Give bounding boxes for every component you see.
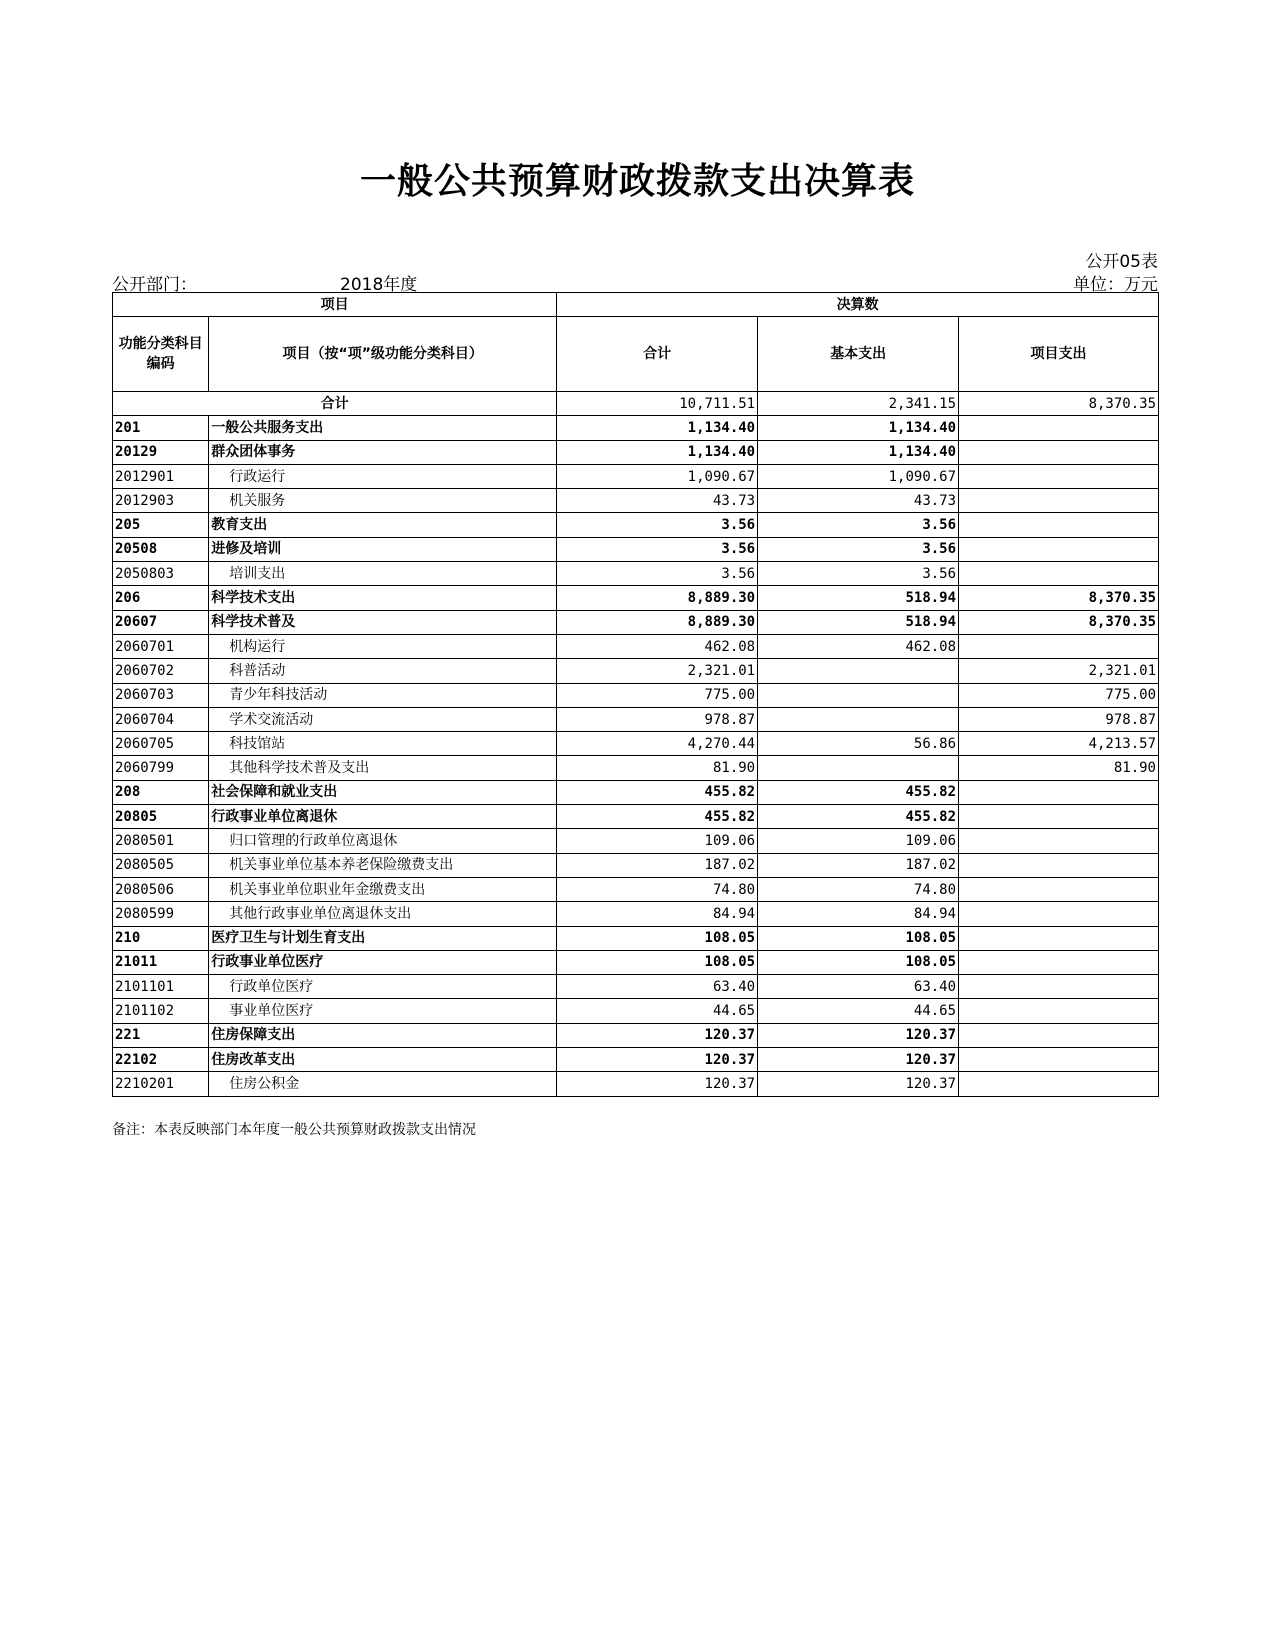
row-name: 科普活动 bbox=[209, 659, 557, 683]
row-code: 2101101 bbox=[113, 975, 209, 999]
header-name: 项目（按“项”级功能分类科目） bbox=[209, 317, 557, 392]
header-basic: 基本支出 bbox=[758, 317, 959, 392]
row-name: 进修及培训 bbox=[209, 537, 557, 561]
row-project bbox=[959, 562, 1159, 586]
table-row bbox=[113, 829, 1159, 853]
row-basic: 462.08 bbox=[758, 634, 959, 658]
row-code: 2101102 bbox=[113, 999, 209, 1023]
row-basic: 518.94 bbox=[758, 610, 959, 634]
row-name: 其他行政事业单位离退休支出 bbox=[209, 902, 557, 926]
row-total: 3.56 bbox=[557, 537, 758, 561]
row-total: 108.05 bbox=[557, 926, 758, 950]
row-name: 行政事业单位离退休 bbox=[209, 805, 557, 829]
row-basic bbox=[758, 707, 959, 731]
row-basic: 63.40 bbox=[758, 975, 959, 999]
row-name: 科技馆站 bbox=[209, 732, 557, 756]
row-code: 2060701 bbox=[113, 634, 209, 658]
table-row bbox=[113, 489, 1159, 513]
row-basic: 43.73 bbox=[758, 489, 959, 513]
row-basic: 120.37 bbox=[758, 1048, 959, 1072]
row-name: 行政事业单位医疗 bbox=[209, 950, 557, 974]
table-row bbox=[113, 683, 1159, 707]
row-code: 2012903 bbox=[113, 489, 209, 513]
row-name: 机关事业单位基本养老保险缴费支出 bbox=[209, 853, 557, 877]
header-project: 项目支出 bbox=[959, 317, 1159, 392]
row-project bbox=[959, 513, 1159, 537]
row-name: 学术交流活动 bbox=[209, 707, 557, 731]
row-code: 2080505 bbox=[113, 853, 209, 877]
table-row bbox=[113, 416, 1159, 440]
table-row bbox=[113, 805, 1159, 829]
expenditure-table bbox=[112, 292, 1159, 1097]
row-basic: 120.37 bbox=[758, 1072, 959, 1096]
header-project-group: 项目 bbox=[113, 293, 557, 317]
unit-label: 单位：万元 bbox=[1073, 275, 1158, 295]
row-name: 教育支出 bbox=[209, 513, 557, 537]
table-row bbox=[113, 464, 1159, 488]
table-note: 备注：本表反映部门本年度一般公共预算财政拨款支出情况 bbox=[112, 1122, 476, 1138]
row-total: 462.08 bbox=[557, 634, 758, 658]
table-row bbox=[113, 732, 1159, 756]
row-project: 81.90 bbox=[959, 756, 1159, 780]
row-project bbox=[959, 1023, 1159, 1047]
row-total: 120.37 bbox=[557, 1048, 758, 1072]
row-project bbox=[959, 489, 1159, 513]
row-name: 行政运行 bbox=[209, 464, 557, 488]
row-total: 3.56 bbox=[557, 562, 758, 586]
table-row bbox=[113, 1048, 1159, 1072]
row-name: 医疗卫生与计划生育支出 bbox=[209, 926, 557, 950]
row-total: 120.37 bbox=[557, 1072, 758, 1096]
row-basic: 108.05 bbox=[758, 950, 959, 974]
row-basic: 455.82 bbox=[758, 780, 959, 804]
row-project bbox=[959, 1072, 1159, 1096]
table-row bbox=[113, 586, 1159, 610]
row-project bbox=[959, 902, 1159, 926]
row-basic: 108.05 bbox=[758, 926, 959, 950]
header-result-group: 决算数 bbox=[557, 293, 1159, 317]
row-project: 8,370.35 bbox=[959, 586, 1159, 610]
row-code: 2210201 bbox=[113, 1072, 209, 1096]
row-code: 2080506 bbox=[113, 877, 209, 901]
row-name: 其他科学技术普及支出 bbox=[209, 756, 557, 780]
total-basic: 2,341.15 bbox=[758, 392, 959, 416]
row-name: 住房保障支出 bbox=[209, 1023, 557, 1047]
table-row bbox=[113, 853, 1159, 877]
row-total: 108.05 bbox=[557, 950, 758, 974]
row-code: 2060705 bbox=[113, 732, 209, 756]
row-total: 81.90 bbox=[557, 756, 758, 780]
row-code: 2080599 bbox=[113, 902, 209, 926]
row-code: 21011 bbox=[113, 950, 209, 974]
row-code: 2080501 bbox=[113, 829, 209, 853]
row-total: 4,270.44 bbox=[557, 732, 758, 756]
row-total: 1,134.40 bbox=[557, 416, 758, 440]
row-basic: 74.80 bbox=[758, 877, 959, 901]
row-basic: 1,134.40 bbox=[758, 416, 959, 440]
header-total: 合计 bbox=[557, 317, 758, 392]
row-name: 归口管理的行政单位离退休 bbox=[209, 829, 557, 853]
row-total: 74.80 bbox=[557, 877, 758, 901]
row-basic: 3.56 bbox=[758, 513, 959, 537]
row-code: 20129 bbox=[113, 440, 209, 464]
total-label: 合计 bbox=[113, 392, 557, 416]
row-total: 84.94 bbox=[557, 902, 758, 926]
row-project: 8,370.35 bbox=[959, 610, 1159, 634]
table-row bbox=[113, 513, 1159, 537]
form-number: 公开05表 bbox=[1085, 252, 1158, 272]
row-code: 2060704 bbox=[113, 707, 209, 731]
table-row bbox=[113, 440, 1159, 464]
row-name: 行政单位医疗 bbox=[209, 975, 557, 999]
row-code: 20508 bbox=[113, 537, 209, 561]
row-basic bbox=[758, 756, 959, 780]
row-project: 2,321.01 bbox=[959, 659, 1159, 683]
row-basic: 455.82 bbox=[758, 805, 959, 829]
row-basic: 84.94 bbox=[758, 902, 959, 926]
row-total: 455.82 bbox=[557, 805, 758, 829]
row-total: 3.56 bbox=[557, 513, 758, 537]
total-project: 8,370.35 bbox=[959, 392, 1159, 416]
row-total: 775.00 bbox=[557, 683, 758, 707]
row-project bbox=[959, 1048, 1159, 1072]
table-row bbox=[113, 950, 1159, 974]
row-code: 208 bbox=[113, 780, 209, 804]
row-basic: 56.86 bbox=[758, 732, 959, 756]
table-row bbox=[113, 1072, 1159, 1096]
table-row bbox=[113, 1023, 1159, 1047]
row-project: 775.00 bbox=[959, 683, 1159, 707]
row-code: 22102 bbox=[113, 1048, 209, 1072]
row-basic bbox=[758, 659, 959, 683]
table-row bbox=[113, 926, 1159, 950]
row-project bbox=[959, 829, 1159, 853]
table-row bbox=[113, 610, 1159, 634]
total-total: 10,711.51 bbox=[557, 392, 758, 416]
department-label: 公开部门： bbox=[112, 275, 197, 295]
row-total: 44.65 bbox=[557, 999, 758, 1023]
row-name: 住房公积金 bbox=[209, 1072, 557, 1096]
row-total: 978.87 bbox=[557, 707, 758, 731]
table-row bbox=[113, 707, 1159, 731]
row-total: 109.06 bbox=[557, 829, 758, 853]
row-project bbox=[959, 780, 1159, 804]
table-row bbox=[113, 902, 1159, 926]
row-name: 机构运行 bbox=[209, 634, 557, 658]
row-name: 青少年科技活动 bbox=[209, 683, 557, 707]
row-code: 2060702 bbox=[113, 659, 209, 683]
total-row bbox=[113, 392, 1159, 416]
row-basic: 44.65 bbox=[758, 999, 959, 1023]
header-row-columns bbox=[113, 317, 1159, 392]
row-total: 63.40 bbox=[557, 975, 758, 999]
row-code: 205 bbox=[113, 513, 209, 537]
table-row bbox=[113, 659, 1159, 683]
row-project bbox=[959, 805, 1159, 829]
page-title: 一般公共预算财政拨款支出决算表 bbox=[359, 161, 915, 202]
table-row bbox=[113, 780, 1159, 804]
row-total: 43.73 bbox=[557, 489, 758, 513]
row-project: 978.87 bbox=[959, 707, 1159, 731]
row-name: 机关服务 bbox=[209, 489, 557, 513]
table-row bbox=[113, 975, 1159, 999]
row-total: 8,889.30 bbox=[557, 610, 758, 634]
row-name: 事业单位医疗 bbox=[209, 999, 557, 1023]
table-row bbox=[113, 877, 1159, 901]
row-basic: 187.02 bbox=[758, 853, 959, 877]
row-basic: 518.94 bbox=[758, 586, 959, 610]
row-total: 8,889.30 bbox=[557, 586, 758, 610]
row-total: 455.82 bbox=[557, 780, 758, 804]
row-basic: 109.06 bbox=[758, 829, 959, 853]
row-project bbox=[959, 464, 1159, 488]
table-row bbox=[113, 537, 1159, 561]
row-code: 201 bbox=[113, 416, 209, 440]
row-basic: 3.56 bbox=[758, 537, 959, 561]
row-code: 210 bbox=[113, 926, 209, 950]
row-basic: 3.56 bbox=[758, 562, 959, 586]
header-code: 功能分类科目编码 bbox=[113, 317, 209, 392]
row-project bbox=[959, 853, 1159, 877]
row-code: 2050803 bbox=[113, 562, 209, 586]
row-name: 培训支出 bbox=[209, 562, 557, 586]
table-row bbox=[113, 999, 1159, 1023]
row-name: 群众团体事务 bbox=[209, 440, 557, 464]
row-project bbox=[959, 634, 1159, 658]
row-project bbox=[959, 537, 1159, 561]
fiscal-year: 2018年度 bbox=[340, 275, 418, 295]
row-code: 2060799 bbox=[113, 756, 209, 780]
report-meta bbox=[112, 270, 1158, 295]
row-name: 科学技术普及 bbox=[209, 610, 557, 634]
row-basic: 1,134.40 bbox=[758, 440, 959, 464]
row-total: 120.37 bbox=[557, 1023, 758, 1047]
row-basic: 1,090.67 bbox=[758, 464, 959, 488]
row-code: 20805 bbox=[113, 805, 209, 829]
row-total: 1,090.67 bbox=[557, 464, 758, 488]
row-project bbox=[959, 950, 1159, 974]
row-code: 221 bbox=[113, 1023, 209, 1047]
row-code: 2060703 bbox=[113, 683, 209, 707]
row-basic bbox=[758, 683, 959, 707]
row-name: 一般公共服务支出 bbox=[209, 416, 557, 440]
table-row bbox=[113, 562, 1159, 586]
row-project bbox=[959, 440, 1159, 464]
row-code: 206 bbox=[113, 586, 209, 610]
table-row bbox=[113, 756, 1159, 780]
row-code: 20607 bbox=[113, 610, 209, 634]
row-basic: 120.37 bbox=[758, 1023, 959, 1047]
row-total: 2,321.01 bbox=[557, 659, 758, 683]
row-name: 住房改革支出 bbox=[209, 1048, 557, 1072]
row-code: 2012901 bbox=[113, 464, 209, 488]
row-name: 社会保障和就业支出 bbox=[209, 780, 557, 804]
row-total: 1,134.40 bbox=[557, 440, 758, 464]
table-row bbox=[113, 634, 1159, 658]
row-name: 机关事业单位职业年金缴费支出 bbox=[209, 877, 557, 901]
header-row-group bbox=[113, 293, 1159, 317]
row-project bbox=[959, 975, 1159, 999]
row-total: 187.02 bbox=[557, 853, 758, 877]
row-name: 科学技术支出 bbox=[209, 586, 557, 610]
row-project: 4,213.57 bbox=[959, 732, 1159, 756]
row-project bbox=[959, 999, 1159, 1023]
row-project bbox=[959, 926, 1159, 950]
row-project bbox=[959, 877, 1159, 901]
row-project bbox=[959, 416, 1159, 440]
